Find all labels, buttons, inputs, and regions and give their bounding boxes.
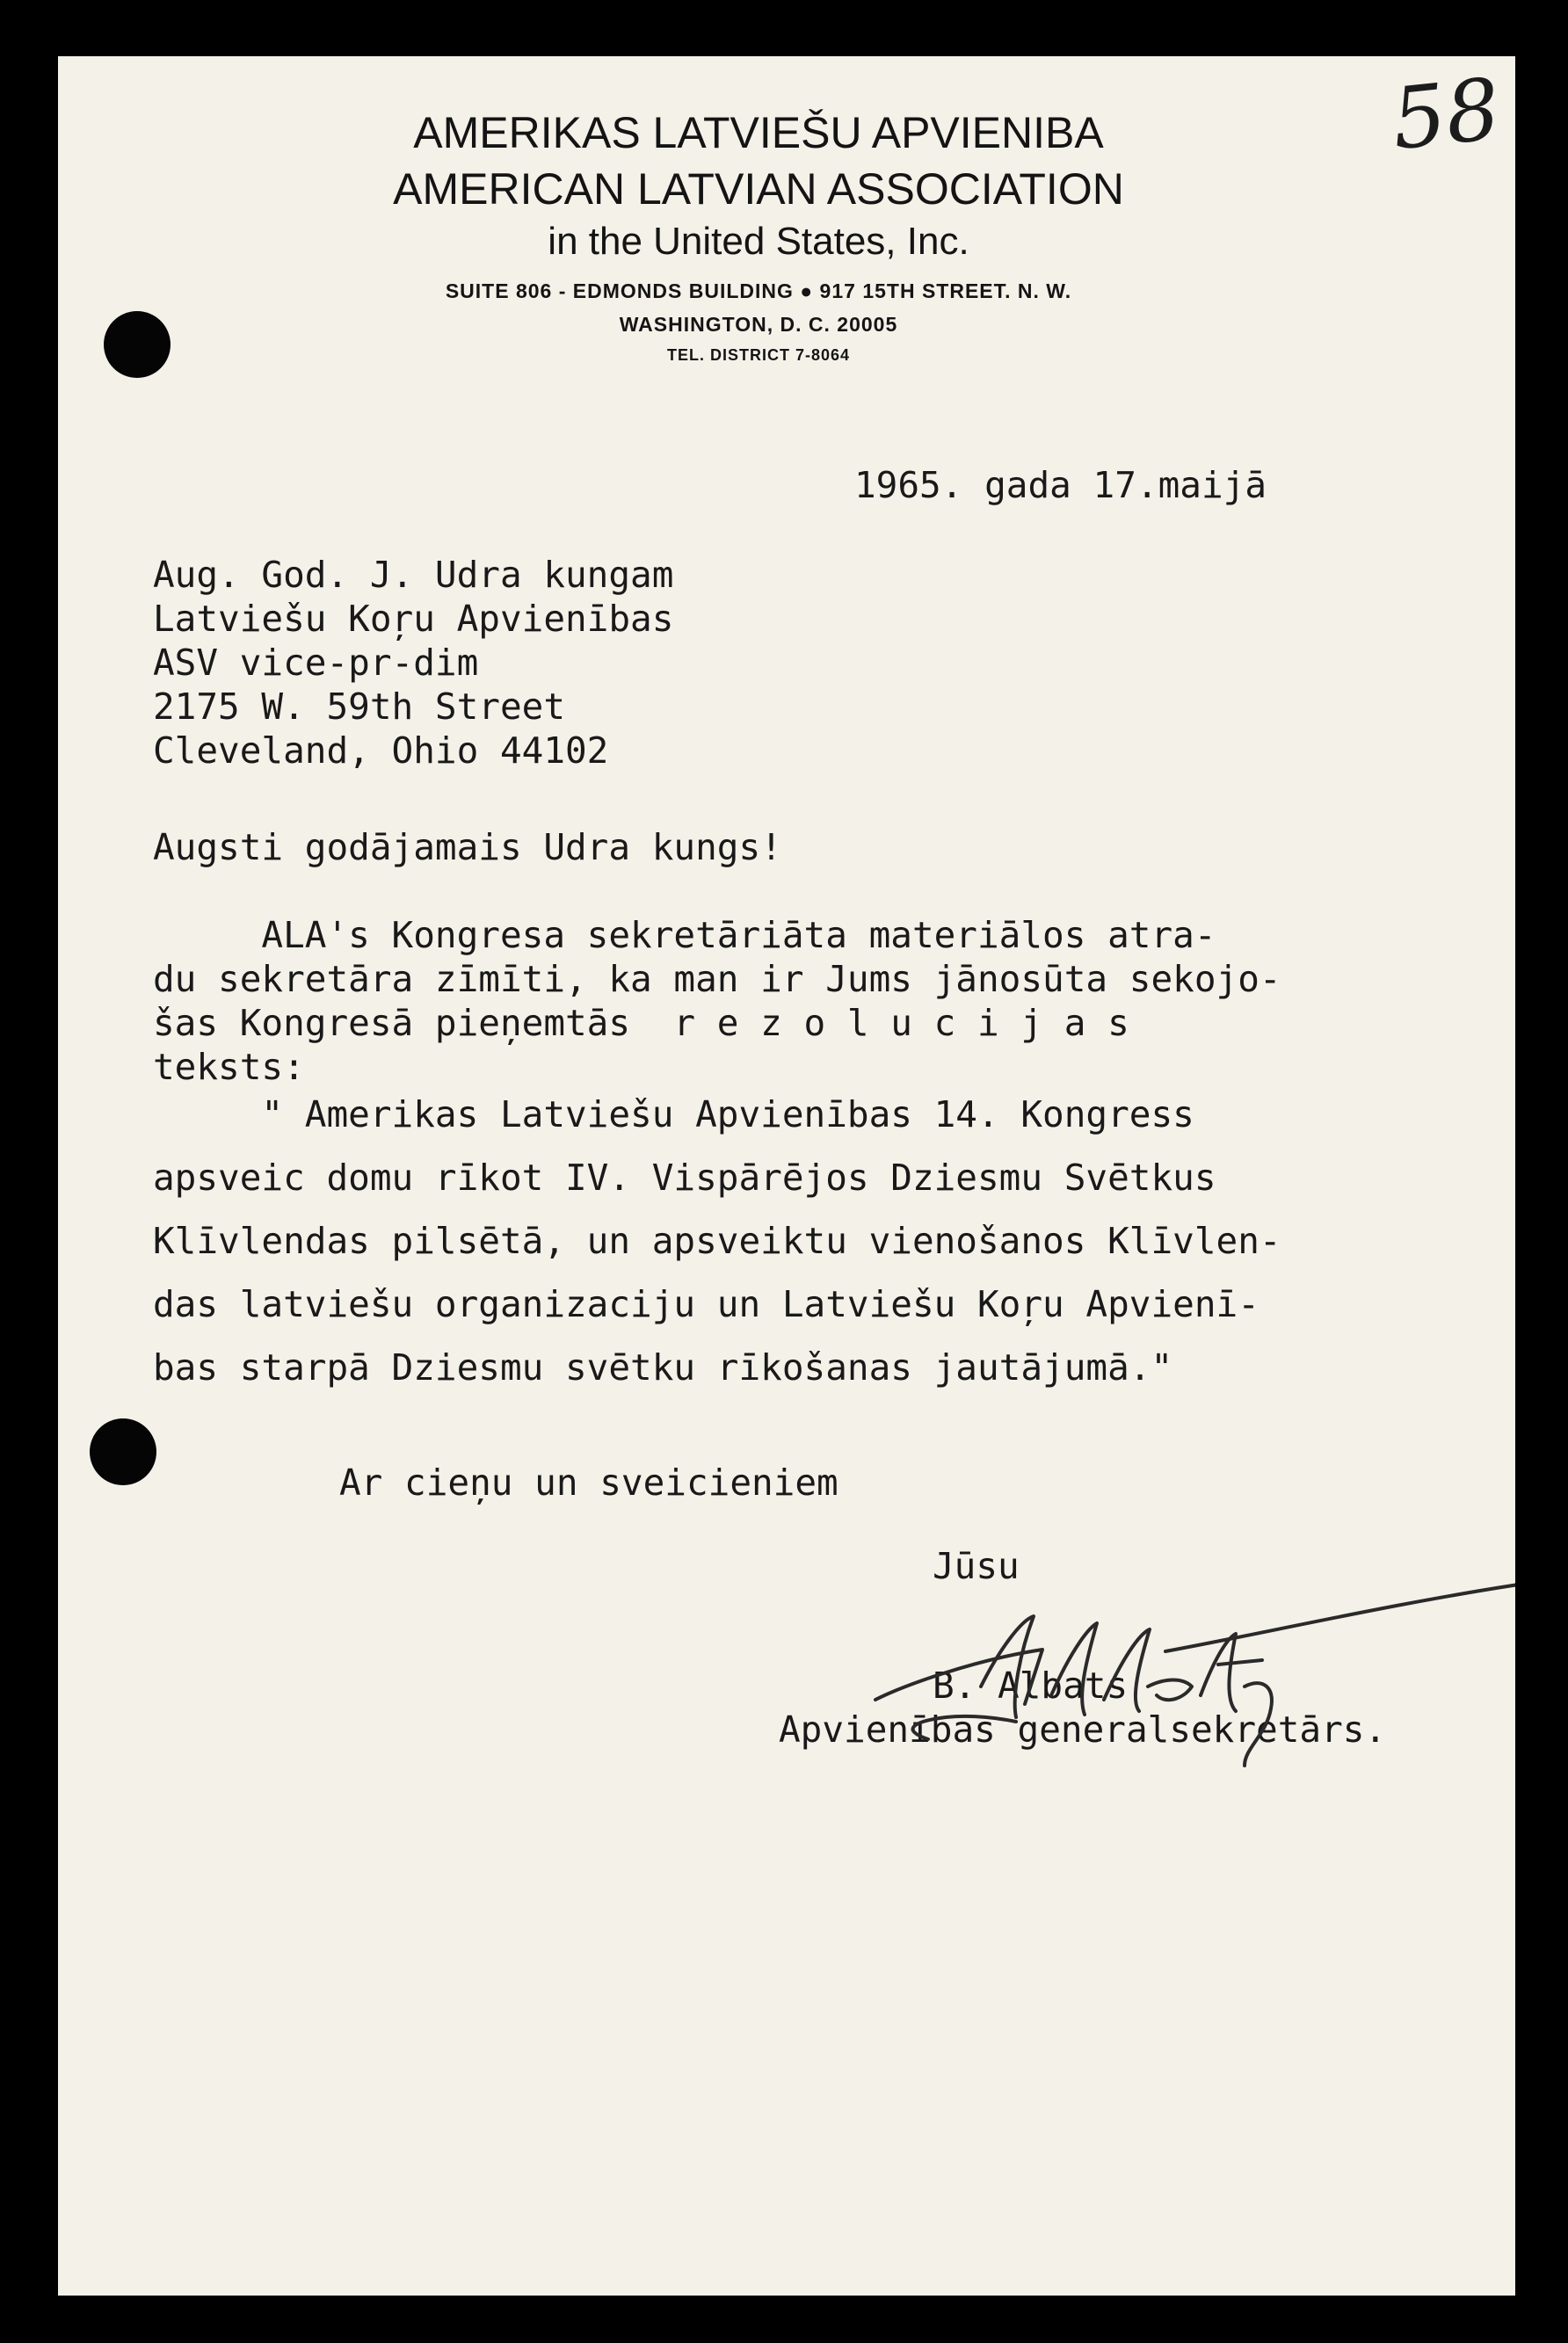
body-line: ALA's Kongresa sekretāriāta materiālos atra- bbox=[153, 914, 1216, 956]
resolution-line: bas starpā Dziesmu svētku rīkošanas jautājumā." bbox=[153, 1346, 1173, 1389]
letterhead-city: WASHINGTON, D. C. 20005 bbox=[619, 313, 898, 336]
body-line: du sekretāra zīmīti, ka man ir Jums jānosūta sekojo- bbox=[153, 958, 1281, 1000]
closing: Ar cieņu un sveicieniem bbox=[339, 1462, 838, 1504]
letterhead-incorporation: in the United States, Inc. bbox=[548, 220, 969, 263]
resolution-line: apsveic domu rīkot IV. Vispārējos Dziesmu Svētkus bbox=[153, 1157, 1216, 1199]
letterhead-name-latvian: AMERIKAS LATVIEŠU APVIENIBA bbox=[413, 108, 1104, 157]
letter-date: 1965. gada 17.maijā bbox=[854, 464, 1267, 506]
yours: Jūsu bbox=[933, 1545, 1020, 1587]
letterhead-address: SUITE 806 - EDMONDS BUILDING ● 917 15TH STREET. N. W. bbox=[445, 279, 1072, 302]
recipient-line: Aug. God. J. Udra kungam bbox=[153, 554, 674, 596]
letter-page bbox=[58, 56, 1515, 2296]
recipient-line: ASV vice-pr-dim bbox=[153, 642, 479, 684]
page-number: 58 bbox=[1387, 59, 1505, 170]
letterhead-name-english: AMERICAN LATVIAN ASSOCIATION bbox=[393, 164, 1124, 214]
recipient-line: Latviešu Koŗu Apvienības bbox=[153, 598, 674, 640]
recipient-line: 2175 W. 59th Street bbox=[153, 685, 565, 728]
recipient-line: Cleveland, Ohio 44102 bbox=[153, 729, 609, 772]
punch-hole-bottom bbox=[90, 1418, 156, 1485]
handwritten-signature bbox=[867, 1555, 1515, 1792]
body-line: teksts: bbox=[153, 1046, 305, 1088]
resolution-line: " Amerikas Latviešu Apvienības 14. Kongress bbox=[153, 1093, 1194, 1135]
salutation: Augsti godājamais Udra kungs! bbox=[153, 826, 782, 868]
resolution-line: Klīvlendas pilsētā, un apsveiktu vienošanos Klīvlen- bbox=[153, 1220, 1281, 1262]
signer-name: B. Albats bbox=[933, 1665, 1129, 1707]
letterhead-telephone: TEL. DISTRICT 7-8064 bbox=[666, 346, 851, 364]
signer-title: Apvienības generalsekretārs. bbox=[779, 1708, 1387, 1751]
body-line: šas Kongresā pieņemtās r e z o l u c i j a s bbox=[153, 1002, 1129, 1044]
resolution-line: das latviešu organizaciju un Latviešu Koŗu Apvienī- bbox=[153, 1283, 1259, 1325]
